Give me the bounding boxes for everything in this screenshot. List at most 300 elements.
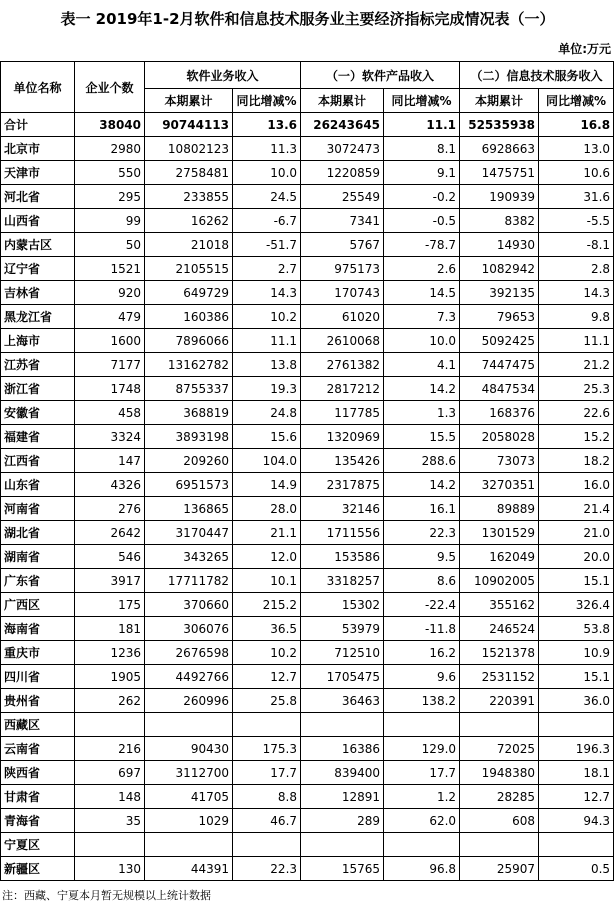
table-row (1, 593, 614, 617)
software-revenue-total-cell (145, 713, 233, 737)
software-revenue-total-cell: 209260 (145, 449, 233, 473)
enterprise-count-cell: 1521 (75, 257, 145, 281)
product-revenue-total-cell: 1711556 (301, 521, 384, 545)
region-cell: 江苏省 (1, 353, 75, 377)
product-revenue-yoy-cell: 96.8 (384, 857, 460, 881)
table-row (1, 137, 614, 161)
enterprise-count-cell: 276 (75, 497, 145, 521)
software-revenue-yoy-cell (233, 833, 301, 857)
enterprise-count-cell: 35 (75, 809, 145, 833)
header-it-current-total: 本期累计 (460, 89, 539, 113)
enterprise-count-cell: 3324 (75, 425, 145, 449)
enterprise-count-cell: 38040 (75, 113, 145, 137)
region-cell: 上海市 (1, 329, 75, 353)
it-service-revenue-yoy-cell: 22.6 (539, 401, 614, 425)
product-revenue-total-cell (301, 833, 384, 857)
enterprise-count-cell: 920 (75, 281, 145, 305)
table-row (1, 329, 614, 353)
it-service-revenue-yoy-cell: 326.4 (539, 593, 614, 617)
product-revenue-yoy-cell: 8.6 (384, 569, 460, 593)
product-revenue-total-cell: 975173 (301, 257, 384, 281)
it-service-revenue-total-cell: 73073 (460, 449, 539, 473)
software-revenue-total-cell: 21018 (145, 233, 233, 257)
unit-label: 单位:万元 (558, 42, 611, 56)
it-service-revenue-yoy-cell: 16.0 (539, 473, 614, 497)
region-cell: 青海省 (1, 809, 75, 833)
region-cell: 浙江省 (1, 377, 75, 401)
product-revenue-yoy-cell: 1.3 (384, 401, 460, 425)
it-service-revenue-total-cell: 608 (460, 809, 539, 833)
it-service-revenue-yoy-cell: 16.8 (539, 113, 614, 137)
software-revenue-yoy-cell: -51.7 (233, 233, 301, 257)
product-revenue-total-cell (301, 713, 384, 737)
product-revenue-total-cell: 1220859 (301, 161, 384, 185)
product-revenue-yoy-cell (384, 833, 460, 857)
region-cell: 辽宁省 (1, 257, 75, 281)
software-revenue-yoy-cell: 2.7 (233, 257, 301, 281)
table-row (1, 713, 614, 737)
it-service-revenue-total-cell: 7447475 (460, 353, 539, 377)
software-revenue-yoy-cell: 175.3 (233, 737, 301, 761)
region-cell: 黑龙江省 (1, 305, 75, 329)
enterprise-count-cell: 216 (75, 737, 145, 761)
software-revenue-total-cell: 160386 (145, 305, 233, 329)
region-cell: 广西区 (1, 593, 75, 617)
software-revenue-total-cell: 306076 (145, 617, 233, 641)
software-revenue-yoy-cell: 14.9 (233, 473, 301, 497)
table-row (1, 473, 614, 497)
it-service-revenue-yoy-cell: 15.2 (539, 425, 614, 449)
region-cell: 湖南省 (1, 545, 75, 569)
software-revenue-yoy-cell: 22.3 (233, 857, 301, 881)
enterprise-count-cell: 99 (75, 209, 145, 233)
table-row (1, 737, 614, 761)
product-revenue-total-cell: 61020 (301, 305, 384, 329)
it-service-revenue-yoy-cell: 21.4 (539, 497, 614, 521)
table-row (1, 569, 614, 593)
software-revenue-total-cell: 44391 (145, 857, 233, 881)
enterprise-count-cell: 1600 (75, 329, 145, 353)
it-service-revenue-yoy-cell: 20.0 (539, 545, 614, 569)
table-row (1, 785, 614, 809)
product-revenue-yoy-cell: 14.2 (384, 377, 460, 401)
software-revenue-yoy-cell: 24.5 (233, 185, 301, 209)
software-revenue-yoy-cell: 104.0 (233, 449, 301, 473)
enterprise-count-cell: 130 (75, 857, 145, 881)
it-service-revenue-yoy-cell: 2.8 (539, 257, 614, 281)
it-service-revenue-yoy-cell: 94.3 (539, 809, 614, 833)
region-cell: 河北省 (1, 185, 75, 209)
software-revenue-total-cell: 2758481 (145, 161, 233, 185)
product-revenue-total-cell: 15302 (301, 593, 384, 617)
software-revenue-total-cell: 3112700 (145, 761, 233, 785)
product-revenue-yoy-cell: 9.1 (384, 161, 460, 185)
enterprise-count-cell: 3917 (75, 569, 145, 593)
software-revenue-yoy-cell: 28.0 (233, 497, 301, 521)
table-row (1, 401, 614, 425)
product-revenue-total-cell: 32146 (301, 497, 384, 521)
product-revenue-yoy-cell: 288.6 (384, 449, 460, 473)
software-revenue-yoy-cell: 13.8 (233, 353, 301, 377)
enterprise-count-cell: 2642 (75, 521, 145, 545)
it-service-revenue-total-cell: 5092425 (460, 329, 539, 353)
software-revenue-total-cell: 4492766 (145, 665, 233, 689)
header-it-service-revenue: （二）信息技术服务收入 (460, 62, 614, 89)
software-revenue-yoy-cell: 12.0 (233, 545, 301, 569)
software-revenue-total-cell: 7896066 (145, 329, 233, 353)
table-title: 表一 2019年1-2月软件和信息技术服务业主要经济指标完成情况表（一） (60, 10, 555, 28)
it-service-revenue-yoy-cell: 196.3 (539, 737, 614, 761)
it-service-revenue-yoy-cell: 25.3 (539, 377, 614, 401)
product-revenue-yoy-cell: 16.1 (384, 497, 460, 521)
enterprise-count-cell: 295 (75, 185, 145, 209)
it-service-revenue-total-cell: 220391 (460, 689, 539, 713)
software-revenue-total-cell: 136865 (145, 497, 233, 521)
product-revenue-total-cell: 2761382 (301, 353, 384, 377)
product-revenue-total-cell: 135426 (301, 449, 384, 473)
it-service-revenue-yoy-cell: 12.7 (539, 785, 614, 809)
software-revenue-total-cell: 16262 (145, 209, 233, 233)
software-revenue-total-cell: 90744113 (145, 113, 233, 137)
indicator-table (0, 61, 614, 881)
region-cell: 山东省 (1, 473, 75, 497)
software-revenue-total-cell: 90430 (145, 737, 233, 761)
product-revenue-yoy-cell: 9.5 (384, 545, 460, 569)
region-cell: 河南省 (1, 497, 75, 521)
software-revenue-yoy-cell: 21.1 (233, 521, 301, 545)
product-revenue-total-cell: 1705475 (301, 665, 384, 689)
region-cell: 西藏区 (1, 713, 75, 737)
product-revenue-yoy-cell: 10.0 (384, 329, 460, 353)
table-row (1, 377, 614, 401)
it-service-revenue-yoy-cell (539, 713, 614, 737)
product-revenue-total-cell: 2817212 (301, 377, 384, 401)
software-revenue-yoy-cell: 12.7 (233, 665, 301, 689)
software-revenue-total-cell: 2676598 (145, 641, 233, 665)
it-service-revenue-total-cell: 392135 (460, 281, 539, 305)
enterprise-count-cell: 458 (75, 401, 145, 425)
region-cell: 甘肃省 (1, 785, 75, 809)
it-service-revenue-yoy-cell: 31.6 (539, 185, 614, 209)
software-revenue-yoy-cell: 14.3 (233, 281, 301, 305)
enterprise-count-cell: 550 (75, 161, 145, 185)
enterprise-count-cell: 7177 (75, 353, 145, 377)
software-revenue-yoy-cell: 13.6 (233, 113, 301, 137)
software-revenue-yoy-cell: 46.7 (233, 809, 301, 833)
table-row (1, 497, 614, 521)
software-revenue-yoy-cell: -6.7 (233, 209, 301, 233)
region-cell: 吉林省 (1, 281, 75, 305)
product-revenue-yoy-cell: 4.1 (384, 353, 460, 377)
header-region: 单位名称 (1, 62, 75, 113)
product-revenue-yoy-cell: 16.2 (384, 641, 460, 665)
it-service-revenue-total-cell: 28285 (460, 785, 539, 809)
table-row (1, 305, 614, 329)
it-service-revenue-yoy-cell: 15.1 (539, 569, 614, 593)
product-revenue-total-cell: 2610068 (301, 329, 384, 353)
it-service-revenue-yoy-cell: 15.1 (539, 665, 614, 689)
product-revenue-yoy-cell: 15.5 (384, 425, 460, 449)
region-cell: 安徽省 (1, 401, 75, 425)
it-service-revenue-total-cell: 1948380 (460, 761, 539, 785)
software-revenue-total-cell: 17711782 (145, 569, 233, 593)
it-service-revenue-total-cell: 246524 (460, 617, 539, 641)
product-revenue-yoy-cell: 9.6 (384, 665, 460, 689)
it-service-revenue-total-cell: 4847534 (460, 377, 539, 401)
it-service-revenue-total-cell: 2531152 (460, 665, 539, 689)
enterprise-count-cell: 546 (75, 545, 145, 569)
table-row (1, 233, 614, 257)
enterprise-count-cell: 1236 (75, 641, 145, 665)
software-revenue-total-cell: 2105515 (145, 257, 233, 281)
enterprise-count-cell: 697 (75, 761, 145, 785)
product-revenue-yoy-cell: -0.2 (384, 185, 460, 209)
it-service-revenue-yoy-cell (539, 833, 614, 857)
product-revenue-total-cell: 2317875 (301, 473, 384, 497)
software-revenue-yoy-cell: 19.3 (233, 377, 301, 401)
software-revenue-total-cell: 13162782 (145, 353, 233, 377)
product-revenue-total-cell: 153586 (301, 545, 384, 569)
product-revenue-total-cell: 16386 (301, 737, 384, 761)
product-revenue-yoy-cell: 7.3 (384, 305, 460, 329)
software-revenue-total-cell: 649729 (145, 281, 233, 305)
product-revenue-yoy-cell: 11.1 (384, 113, 460, 137)
it-service-revenue-yoy-cell: 21.0 (539, 521, 614, 545)
product-revenue-yoy-cell: -11.8 (384, 617, 460, 641)
software-revenue-total-cell: 1029 (145, 809, 233, 833)
software-revenue-yoy-cell: 36.5 (233, 617, 301, 641)
software-revenue-yoy-cell: 25.8 (233, 689, 301, 713)
footnote: 注：西藏、宁夏本月暂无规模以上统计数据 (2, 889, 211, 902)
software-revenue-yoy-cell: 10.1 (233, 569, 301, 593)
it-service-revenue-yoy-cell: 53.8 (539, 617, 614, 641)
table-row (1, 257, 614, 281)
table-row (1, 521, 614, 545)
it-service-revenue-total-cell: 355162 (460, 593, 539, 617)
table-row (1, 617, 614, 641)
header-row-1 (1, 62, 614, 89)
product-revenue-yoy-cell: 129.0 (384, 737, 460, 761)
it-service-revenue-total-cell: 1521378 (460, 641, 539, 665)
product-revenue-total-cell: 712510 (301, 641, 384, 665)
table-row (1, 641, 614, 665)
product-revenue-yoy-cell: 2.6 (384, 257, 460, 281)
it-service-revenue-yoy-cell: 14.3 (539, 281, 614, 305)
table-row (1, 161, 614, 185)
region-cell: 重庆市 (1, 641, 75, 665)
software-revenue-total-cell: 3170447 (145, 521, 233, 545)
it-service-revenue-total-cell (460, 713, 539, 737)
header-product-revenue: （一）软件产品收入 (301, 62, 460, 89)
region-cell: 宁夏区 (1, 833, 75, 857)
header-enterprises: 企业个数 (75, 62, 145, 113)
software-revenue-yoy-cell: 15.6 (233, 425, 301, 449)
table-row (1, 545, 614, 569)
software-revenue-total-cell: 370660 (145, 593, 233, 617)
it-service-revenue-total-cell: 14930 (460, 233, 539, 257)
product-revenue-yoy-cell: 17.7 (384, 761, 460, 785)
enterprise-count-cell: 1905 (75, 665, 145, 689)
it-service-revenue-yoy-cell: 36.0 (539, 689, 614, 713)
table-row (1, 353, 614, 377)
table-row (1, 833, 614, 857)
product-revenue-yoy-cell: 14.2 (384, 473, 460, 497)
product-revenue-total-cell: 289 (301, 809, 384, 833)
enterprise-count-cell: 4326 (75, 473, 145, 497)
product-revenue-total-cell: 25549 (301, 185, 384, 209)
software-revenue-yoy-cell: 24.8 (233, 401, 301, 425)
it-service-revenue-total-cell: 1475751 (460, 161, 539, 185)
table-row (1, 281, 614, 305)
it-service-revenue-yoy-cell: 0.5 (539, 857, 614, 881)
product-revenue-total-cell: 36463 (301, 689, 384, 713)
product-revenue-yoy-cell: 8.1 (384, 137, 460, 161)
region-cell: 天津市 (1, 161, 75, 185)
it-service-revenue-total-cell: 3270351 (460, 473, 539, 497)
software-revenue-total-cell: 10802123 (145, 137, 233, 161)
it-service-revenue-yoy-cell: 11.1 (539, 329, 614, 353)
region-cell: 云南省 (1, 737, 75, 761)
it-service-revenue-total-cell (460, 833, 539, 857)
region-cell: 广东省 (1, 569, 75, 593)
it-service-revenue-yoy-cell: 18.1 (539, 761, 614, 785)
it-service-revenue-total-cell: 89889 (460, 497, 539, 521)
software-revenue-yoy-cell: 10.2 (233, 305, 301, 329)
it-service-revenue-yoy-cell: 13.0 (539, 137, 614, 161)
enterprise-count-cell: 181 (75, 617, 145, 641)
software-revenue-total-cell: 368819 (145, 401, 233, 425)
software-revenue-yoy-cell: 17.7 (233, 761, 301, 785)
it-service-revenue-yoy-cell: -8.1 (539, 233, 614, 257)
product-revenue-yoy-cell: 138.2 (384, 689, 460, 713)
it-service-revenue-total-cell: 25907 (460, 857, 539, 881)
software-revenue-yoy-cell: 11.3 (233, 137, 301, 161)
product-revenue-yoy-cell: -78.7 (384, 233, 460, 257)
enterprise-count-cell: 1748 (75, 377, 145, 401)
header-software-revenue: 软件业务收入 (145, 62, 301, 89)
it-service-revenue-total-cell: 8382 (460, 209, 539, 233)
it-service-revenue-total-cell: 52535938 (460, 113, 539, 137)
enterprise-count-cell: 479 (75, 305, 145, 329)
table-row (1, 185, 614, 209)
region-cell: 福建省 (1, 425, 75, 449)
product-revenue-total-cell: 26243645 (301, 113, 384, 137)
enterprise-count-cell: 262 (75, 689, 145, 713)
software-revenue-yoy-cell: 8.8 (233, 785, 301, 809)
software-revenue-total-cell: 6951573 (145, 473, 233, 497)
it-service-revenue-yoy-cell: -5.5 (539, 209, 614, 233)
table-row (1, 809, 614, 833)
table-row (1, 665, 614, 689)
table-row (1, 425, 614, 449)
table-row (1, 857, 614, 881)
it-service-revenue-total-cell: 162049 (460, 545, 539, 569)
software-revenue-yoy-cell: 10.2 (233, 641, 301, 665)
header-sw-yoy: 同比增减% (233, 89, 301, 113)
header-it-yoy: 同比增减% (539, 89, 614, 113)
software-revenue-yoy-cell: 215.2 (233, 593, 301, 617)
region-cell: 合计 (1, 113, 75, 137)
product-revenue-yoy-cell: 1.2 (384, 785, 460, 809)
software-revenue-yoy-cell: 10.0 (233, 161, 301, 185)
enterprise-count-cell: 175 (75, 593, 145, 617)
region-cell: 江西省 (1, 449, 75, 473)
it-service-revenue-total-cell: 1082942 (460, 257, 539, 281)
product-revenue-total-cell: 15765 (301, 857, 384, 881)
it-service-revenue-total-cell: 1301529 (460, 521, 539, 545)
table-body (1, 113, 614, 881)
product-revenue-yoy-cell (384, 713, 460, 737)
enterprise-count-cell: 147 (75, 449, 145, 473)
enterprise-count-cell: 148 (75, 785, 145, 809)
software-revenue-total-cell (145, 833, 233, 857)
product-revenue-yoy-cell: 22.3 (384, 521, 460, 545)
region-cell: 新疆区 (1, 857, 75, 881)
it-service-revenue-total-cell: 168376 (460, 401, 539, 425)
product-revenue-total-cell: 3072473 (301, 137, 384, 161)
product-revenue-yoy-cell: -22.4 (384, 593, 460, 617)
region-cell: 陕西省 (1, 761, 75, 785)
software-revenue-total-cell: 260996 (145, 689, 233, 713)
it-service-revenue-total-cell: 190939 (460, 185, 539, 209)
table-row (1, 689, 614, 713)
it-service-revenue-total-cell: 10902005 (460, 569, 539, 593)
product-revenue-total-cell: 12891 (301, 785, 384, 809)
product-revenue-yoy-cell: 62.0 (384, 809, 460, 833)
product-revenue-total-cell: 170743 (301, 281, 384, 305)
software-revenue-total-cell: 41705 (145, 785, 233, 809)
it-service-revenue-yoy-cell: 9.8 (539, 305, 614, 329)
region-cell: 四川省 (1, 665, 75, 689)
product-revenue-yoy-cell: -0.5 (384, 209, 460, 233)
it-service-revenue-total-cell: 6928663 (460, 137, 539, 161)
total-row (1, 113, 614, 137)
enterprise-count-cell: 50 (75, 233, 145, 257)
region-cell: 北京市 (1, 137, 75, 161)
software-revenue-yoy-cell: 11.1 (233, 329, 301, 353)
region-cell: 湖北省 (1, 521, 75, 545)
product-revenue-total-cell: 117785 (301, 401, 384, 425)
header-prod-yoy: 同比增减% (384, 89, 460, 113)
table-row (1, 449, 614, 473)
software-revenue-total-cell: 3893198 (145, 425, 233, 449)
software-revenue-yoy-cell (233, 713, 301, 737)
region-cell: 山西省 (1, 209, 75, 233)
product-revenue-total-cell: 839400 (301, 761, 384, 785)
it-service-revenue-yoy-cell: 18.2 (539, 449, 614, 473)
it-service-revenue-total-cell: 2058028 (460, 425, 539, 449)
header-prod-current-total: 本期累计 (301, 89, 384, 113)
software-revenue-total-cell: 233855 (145, 185, 233, 209)
product-revenue-total-cell: 3318257 (301, 569, 384, 593)
region-cell: 海南省 (1, 617, 75, 641)
region-cell: 内蒙古区 (1, 233, 75, 257)
enterprise-count-cell (75, 713, 145, 737)
enterprise-count-cell: 2980 (75, 137, 145, 161)
it-service-revenue-total-cell: 79653 (460, 305, 539, 329)
product-revenue-yoy-cell: 14.5 (384, 281, 460, 305)
it-service-revenue-yoy-cell: 21.2 (539, 353, 614, 377)
product-revenue-total-cell: 53979 (301, 617, 384, 641)
product-revenue-total-cell: 7341 (301, 209, 384, 233)
it-service-revenue-yoy-cell: 10.6 (539, 161, 614, 185)
it-service-revenue-yoy-cell: 10.9 (539, 641, 614, 665)
enterprise-count-cell (75, 833, 145, 857)
software-revenue-total-cell: 8755337 (145, 377, 233, 401)
product-revenue-total-cell: 5767 (301, 233, 384, 257)
table-row (1, 209, 614, 233)
table-row (1, 761, 614, 785)
